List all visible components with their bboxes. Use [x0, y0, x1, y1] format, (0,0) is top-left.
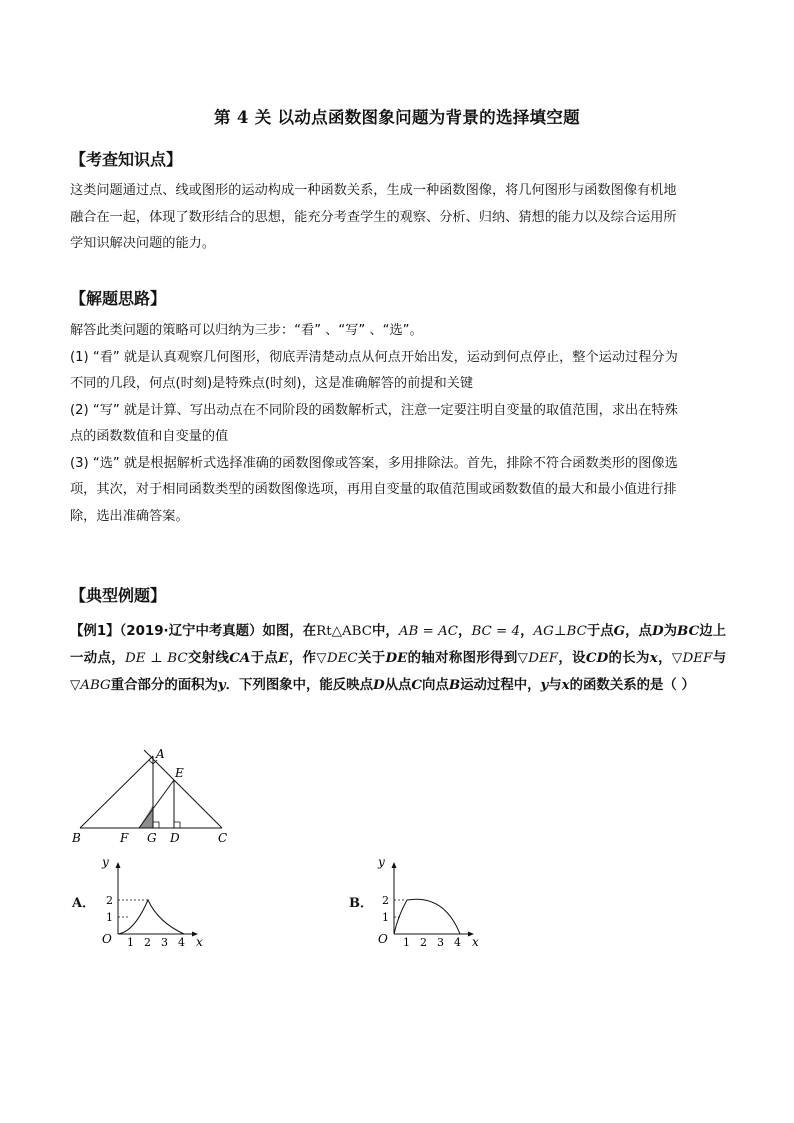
problem-text: 的轴对称图形得到	[407, 651, 518, 666]
axis-label-y: y	[102, 856, 109, 869]
page-title: 第 4 关 以动点函数图象问题为背景的选择填空题	[214, 108, 580, 127]
option-b-graph	[374, 856, 484, 946]
problem-text: ．下列图象中，能反映点	[225, 678, 373, 693]
y-axis-arrow	[392, 862, 397, 868]
problem-text: 中，	[371, 624, 399, 639]
triangle-figure	[72, 748, 252, 848]
problem-text: 于点	[250, 651, 279, 666]
math-var: CA	[229, 650, 251, 666]
approach-line: 不同的几段，何点(时刻)是特殊点(时刻)，这是准确解答的前提和关键	[70, 376, 474, 391]
problem-text: 的函数关系的是（ ）	[569, 678, 695, 693]
math-var: DE	[385, 650, 408, 666]
problem-text: 边上一动点，	[70, 624, 727, 666]
option-a-label: A．	[72, 896, 96, 911]
math-var: E	[278, 650, 289, 666]
problem-text: 如图，在	[262, 624, 317, 639]
x-tick-label: 4	[454, 936, 461, 946]
approach-line: (3) “选” 就是根据解析式选择准确的函数图像或答案，多用排除法。首先，排除不符合函数类形的图像选	[70, 455, 678, 471]
math-var: D	[651, 623, 664, 639]
problem-text: 为	[663, 624, 677, 639]
point-label-f: F	[120, 831, 129, 845]
problem-text: ，作	[288, 651, 317, 666]
knowledge-line: 这类问题通过点、线或图形的运动构成一种函数关系，生成一种函数图像，将几何图形与函数图像有机地	[70, 183, 677, 198]
point-label-b: B	[72, 831, 81, 845]
problem-text: 重合部分的面积为	[110, 678, 218, 693]
math-expr: ▽DEC	[316, 651, 358, 666]
x-tick-label: 3	[161, 936, 168, 946]
math-var: BC	[677, 623, 700, 639]
approach-line: 解答此类问题的策略可以归纳为三步：“看” 、“写” 、“选”。	[70, 323, 423, 338]
x-tick-label: 2	[144, 936, 151, 946]
side-ab	[80, 756, 153, 828]
problem-text: 为	[636, 651, 650, 666]
math-var: D	[372, 677, 385, 693]
problem-text: 与	[548, 678, 562, 693]
problem-text: ，点	[625, 624, 652, 639]
axis-label-y: y	[378, 856, 385, 869]
function-curve	[394, 899, 460, 934]
knowledge-paragraph	[70, 178, 726, 258]
segment-ef	[139, 780, 174, 828]
right-angle-mark-d	[174, 822, 180, 828]
point-label-e: E	[175, 766, 184, 780]
x-tick-label: 1	[403, 936, 410, 946]
math-expr: Rt△ABC	[316, 624, 372, 639]
approach-paragraph	[70, 318, 726, 530]
example-1-problem	[70, 618, 726, 699]
approach-line: 除，选出准确答案。	[70, 508, 189, 524]
math-var: y	[540, 677, 549, 693]
y-tick-label: 1	[106, 911, 113, 924]
point-label-g: G	[147, 831, 157, 845]
section-heading-knowledge: 【考查知识点】	[70, 150, 183, 169]
x-tick-label: 3	[437, 936, 444, 946]
math-expr: DE ⊥ BC	[124, 651, 188, 666]
problem-text: 于点	[586, 624, 614, 639]
math-expr: AG⊥BC	[533, 624, 587, 639]
approach-line: (1) “看” 就是认真观察几何图形，彻底弄清楚动点从何点开始出发，运动到何点停止，整个运动过程分为	[70, 349, 678, 365]
problem-text: 关于	[357, 651, 386, 666]
problem-text: 运动过程中，	[460, 678, 541, 693]
point-label-a: A	[156, 748, 165, 761]
math-var: x	[561, 677, 570, 693]
axis-label-x: x	[472, 935, 479, 946]
point-label-d: D	[170, 831, 180, 845]
math-var: B	[448, 677, 461, 693]
math-expr: AB = AC	[398, 624, 459, 639]
example-tag: 【例1】	[70, 624, 120, 639]
x-tick-label: 1	[127, 936, 134, 946]
y-tick-label: 1	[382, 911, 389, 924]
problem-text: ，	[458, 624, 472, 639]
origin-label: O	[102, 932, 112, 946]
approach-line: 点的函数数值和自变量的值	[70, 429, 229, 444]
math-var: G	[613, 623, 626, 639]
example-source: （2019·辽宁中考真题）	[119, 624, 263, 639]
math-expr: ▽ABG	[70, 678, 111, 693]
option-a-graph	[98, 856, 208, 946]
math-var: CD	[585, 650, 609, 666]
problem-text: ，设	[558, 651, 586, 666]
math-var: C	[411, 677, 423, 693]
problem-text: ，	[520, 624, 534, 639]
knowledge-line: 学知识解决问题的能力。	[70, 236, 216, 251]
knowledge-line: 融合在一起，体现了数形结合的思想，能充分考查学生的观察、分析、归纳、猜想的能力以及综合运用所	[70, 209, 677, 225]
y-tick-label: 2	[106, 894, 113, 907]
problem-text: 与	[712, 651, 727, 666]
math-var: x	[649, 650, 658, 666]
math-expr: ▽DEF	[671, 651, 713, 666]
problem-text: 从点	[384, 678, 412, 693]
x-tick-label: 4	[178, 936, 185, 946]
point-label-c: C	[218, 831, 228, 845]
approach-line: (2) “写” 就是计算、写出动点在不同阶段的函数解析式，注意一定要注明自变量的取值范围，求出在特殊	[70, 402, 678, 418]
math-expr: BC = 4	[471, 624, 521, 639]
problem-text: 交射线	[187, 651, 230, 666]
problem-text: 的长	[608, 651, 637, 666]
right-angle-mark-g	[153, 822, 159, 828]
math-var: y	[217, 677, 226, 693]
math-expr: ▽DEF	[517, 651, 559, 666]
option-b-label: B．	[349, 896, 373, 911]
origin-label: O	[378, 932, 388, 946]
section-heading-examples: 【典型例题】	[70, 586, 167, 605]
y-axis-arrow	[116, 862, 121, 868]
approach-line: 项，其次，对于相同函数类型的函数图像选项，再用自变量的取值范围或函数数值的最大和最小值进行排	[70, 482, 677, 497]
y-tick-label: 2	[382, 894, 389, 907]
x-tick-label: 2	[420, 936, 427, 946]
axis-label-x: x	[196, 935, 203, 946]
problem-text: 向点	[422, 678, 449, 693]
section-heading-approach: 【解题思路】	[70, 289, 167, 308]
problem-text: ，	[657, 651, 672, 666]
